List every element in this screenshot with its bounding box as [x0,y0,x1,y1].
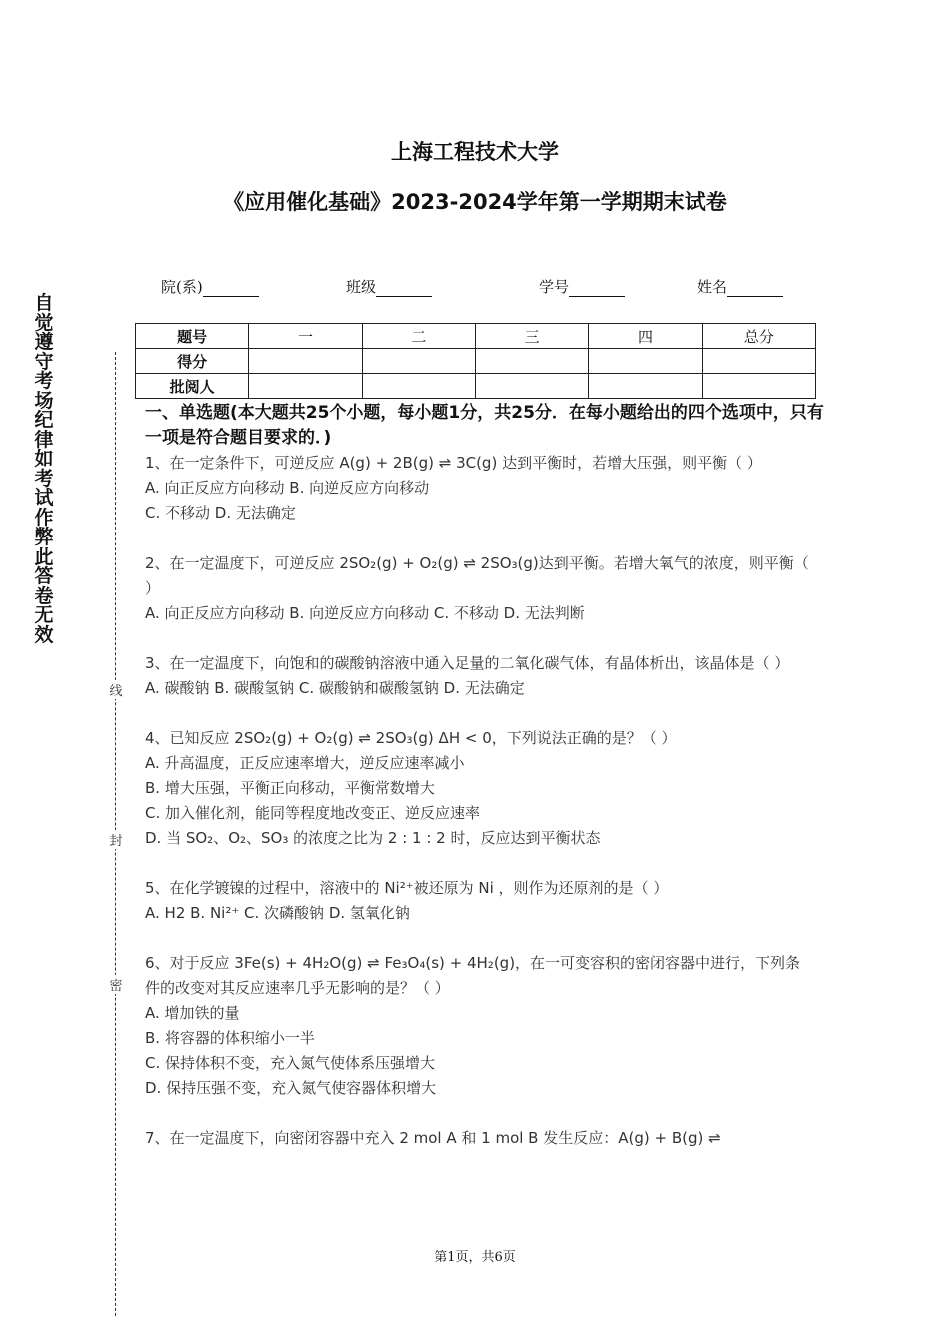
grader-cell[interactable] [475,374,588,399]
question-stem: 4、已知反应 2SO₂(g) + O₂(g) ⇌ 2SO₃(g) ΔH < 0，下列说法正确的是？（ ） [145,729,677,747]
question-item [145,1126,815,1151]
score-cell[interactable] [249,349,362,374]
question-item [145,726,815,851]
department-field[interactable] [161,276,259,297]
score-cell[interactable] [589,349,702,374]
binding-mark-secret: 密 [106,975,126,994]
question-option: D. 保持压强不变，充入氮气使容器体积增大 [145,1079,437,1097]
question-stem: 1、在一定条件下，可逆反应 A(g) + 2B(g) ⇌ 3C(g) 达到平衡时，若增大压强，则平衡（ ） [145,454,762,472]
department-blank[interactable] [203,280,259,297]
binding-mark-seal: 封 [106,830,126,849]
university-title: 上海工程技术大学 [391,140,559,164]
exam-discipline-notice: 自觉遵守考场纪律如考试作弊此答卷无效 [34,292,54,646]
student-id-blank[interactable] [569,280,625,297]
class-blank[interactable] [376,280,432,297]
question-option: C. 加入催化剂，能同等程度地改变正、逆反应速率 [145,804,481,822]
row-label: 得分 [136,349,249,374]
header-cell: 题号 [136,324,249,349]
score-cell[interactable] [475,349,588,374]
exam-title: 《应用催化基础》2023-2024学年第一学期期末试卷 [223,190,727,214]
binding-mark-line: 线 [106,680,126,699]
grader-cell[interactable] [589,374,702,399]
header-cell: 二 [362,324,475,349]
question-stem: 3、在一定温度下，向饱和的碳酸钠溶液中通入足量的二氧化碳气体，有晶体析出，该晶体是（ ） [145,654,790,672]
score-cell[interactable] [362,349,475,374]
question-option: D. 当 SO₂、O₂、SO₃ 的浓度之比为 2 : 1 : 2 时，反应达到平衡状态 [145,829,601,847]
question-item [145,551,815,626]
name-field[interactable] [697,276,783,297]
header-cell: 一 [249,324,362,349]
class-field[interactable] [346,276,432,297]
question-option: A. 向正反应方向移动 B. 向逆反应方向移动 C. 不移动 D. 无法判断 [145,604,585,622]
question-stem: 6、对于反应 3Fe(s) + 4H₂O(g) ⇌ Fe₃O₄(s) + 4H₂(g)，在一可变容积的密闭容器中进行，下列条件的改变对其反应速率几乎无影响的是？（ ） [145,954,801,997]
question-option: C. 保持体积不变，充入氮气使体系压强增大 [145,1054,436,1072]
score-table [135,323,816,399]
name-label: 姓名 [697,278,728,296]
student-id-field[interactable] [539,276,625,297]
department-label: 院(系) [161,278,203,296]
row-label: 批阅人 [136,374,249,399]
question-stem: 5、在化学镀镍的过程中，溶液中的 Ni²⁺被还原为 Ni ，则作为还原剂的是（ ） [145,879,669,897]
header-cell: 三 [475,324,588,349]
header-cell: 四 [589,324,702,349]
question-option: B. 将容器的体积缩小一半 [145,1029,315,1047]
grader-row [136,374,816,399]
score-table-header-row [136,324,816,349]
grader-cell[interactable] [702,374,815,399]
student-id-label: 学号 [539,278,570,296]
grader-cell[interactable] [362,374,475,399]
question-option: A. 向正反应方向移动 B. 向逆反应方向移动 [145,479,430,497]
class-label: 班级 [346,278,377,296]
score-cell[interactable] [702,349,815,374]
name-blank[interactable] [727,280,783,297]
question-list [145,451,815,1176]
grader-cell[interactable] [249,374,362,399]
question-item [145,451,815,526]
page-footer: 第1页，共6页 [434,1250,516,1265]
question-item [145,951,815,1101]
question-option: B. 增大压强，平衡正向移动，平衡常数增大 [145,779,435,797]
question-stem: 7、在一定温度下，向密闭容器中充入 2 mol A 和 1 mol B 发生反应：A(g) + B(g) ⇌ [145,1129,721,1147]
score-row [136,349,816,374]
question-option: A. H2 B. Ni²⁺ C. 次磷酸钠 D. 氢氧化钠 [145,904,410,922]
question-option: A. 碳酸钠 B. 碳酸氢钠 C. 碳酸钠和碳酸氢钠 D. 无法确定 [145,679,525,697]
question-option: C. 不移动 D. 无法确定 [145,504,296,522]
header-cell: 总分 [702,324,815,349]
question-item [145,651,815,701]
question-option: A. 增加铁的量 [145,1004,240,1022]
question-item [145,876,815,926]
section-title: 一、单选题(本大题共25个小题，每小题1分，共25分．在每小题给出的四个选项中，只有一项是符合题目要求的．) [145,403,824,448]
question-stem: 2、在一定温度下，可逆反应 2SO₂(g) + O₂(g) ⇌ 2SO₃(g)达到平衡。若增大氧气的浓度，则平衡（ ） [145,554,809,597]
question-option: A. 升高温度，正反应速率增大，逆反应速率减小 [145,754,465,772]
